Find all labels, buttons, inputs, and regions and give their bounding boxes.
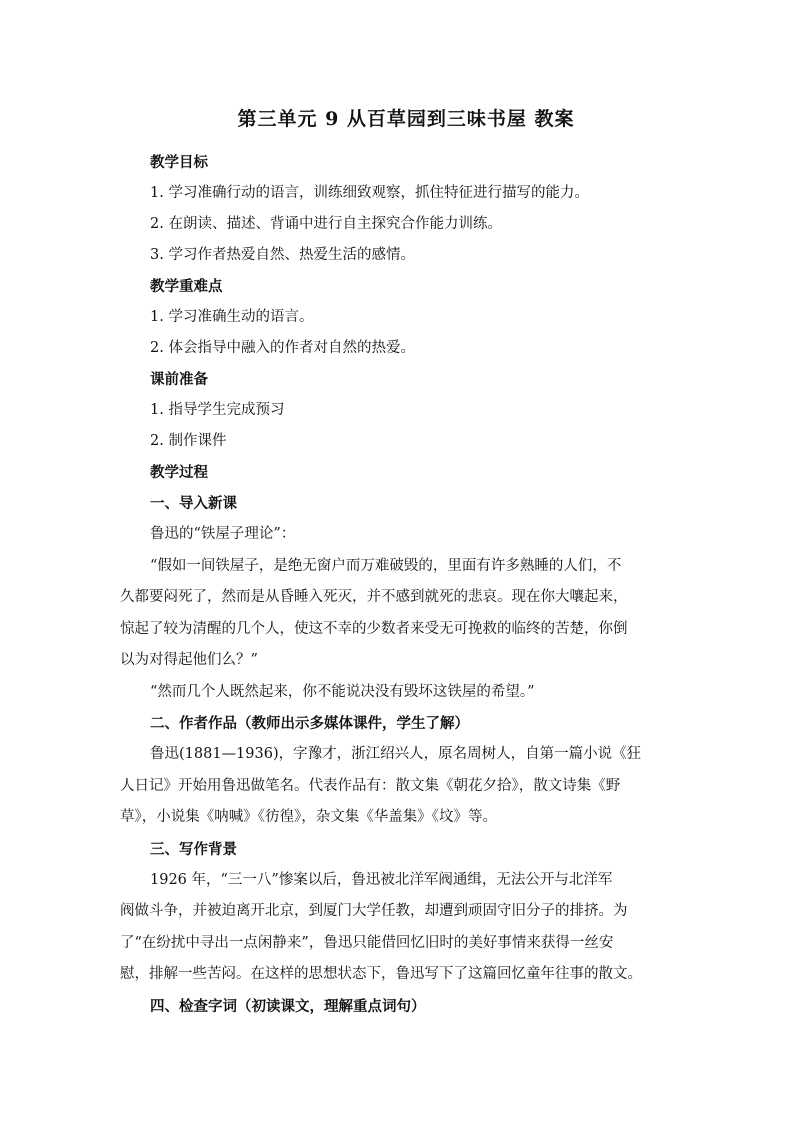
paragraph-line: 鲁迅的“铁屋子理论”： xyxy=(150,526,296,542)
paragraph-line: 人日记》开始用鲁迅做笔名。代表作品有：散文集《朝花夕拾》，散文诗集《野 xyxy=(120,777,621,794)
preparation-item: 1. 指导学生完成预习 xyxy=(150,402,285,418)
subsection-heading-background: 三、写作背景 xyxy=(150,840,237,858)
goal-item: 2. 在朗读、描述、背诵中进行自主探究合作能力训练。 xyxy=(150,216,502,232)
goal-item: 1. 学习准确行动的语言，训练细致观察，抓住特征进行描写的能力。 xyxy=(150,185,589,201)
section-heading-process: 教学过程 xyxy=(150,464,208,481)
document-title: 第三单元 9 从百草园到三味书屋 教案 xyxy=(237,108,575,130)
paragraph-line: 慰，排解一些苦闷。在这样的思想状态下，鲁迅写下了这篇回忆童年往事的散文。 xyxy=(120,966,642,982)
paragraph-line: 以为对得起他们么？” xyxy=(120,652,258,668)
document-body xyxy=(120,104,676,1022)
paragraph-line: 惊起了较为清醒的几个人，使这不幸的少数者来受无可挽救的临终的苦楚，你倒 xyxy=(120,620,628,637)
subsection-heading-intro: 一、导入新课 xyxy=(150,495,237,512)
paragraph-line: 1926 年，“三一八”惨案以后，鲁迅被北洋军阀通缉，无法公开与北洋军 xyxy=(150,871,613,888)
paragraph-line: 阀做斗争，并被迫离开北京，到厦门大学任教，却遭到顽固守旧分子的排挤。为 xyxy=(120,903,628,919)
goal-item: 3. 学习作者热爱自然、热爱生活的感情。 xyxy=(150,247,415,263)
paragraph-line: “假如一间铁屋子，是绝无窗户而万难破毁的，里面有许多熟睡的人们，不 xyxy=(150,557,622,574)
section-heading-goals: 教学目标 xyxy=(150,154,208,171)
key-point-item: 2. 体会指导中融入的作者对自然的热爱。 xyxy=(150,340,415,356)
subsection-heading-author: 二、作者作品（教师出示多媒体课件，学生了解） xyxy=(150,715,469,732)
subsection-heading-vocabulary: 四、检查字词（初读课文，理解重点词句） xyxy=(150,997,426,1015)
paragraph-line: 久都要闷死了，然而是从昏睡入死灭，并不感到就死的悲哀。现在你大嚷起来， xyxy=(120,589,628,605)
paragraph-line: 草》，小说集《呐喊》《彷徨》，杂文集《华盖集》《坟》等。 xyxy=(120,809,497,825)
paragraph-line: “然而几个人既然起来，你不能说决没有毁坏这铁屋的希望。” xyxy=(150,683,535,700)
section-heading-key-points: 教学重难点 xyxy=(150,278,223,295)
paragraph-line: 了“在纷扰中寻出一点闲静来”，鲁迅只能借回忆旧时的美好事情来获得一丝安 xyxy=(120,934,614,951)
preparation-item: 2. 制作课件 xyxy=(150,433,227,449)
section-heading-preparation: 课前准备 xyxy=(150,371,208,388)
paragraph-line: 鲁迅(1881—1936)，字豫才，浙江绍兴人，原名周树人，自第一篇小说《狂 xyxy=(150,746,642,762)
key-point-item: 1. 学习准确生动的语言。 xyxy=(150,309,314,325)
